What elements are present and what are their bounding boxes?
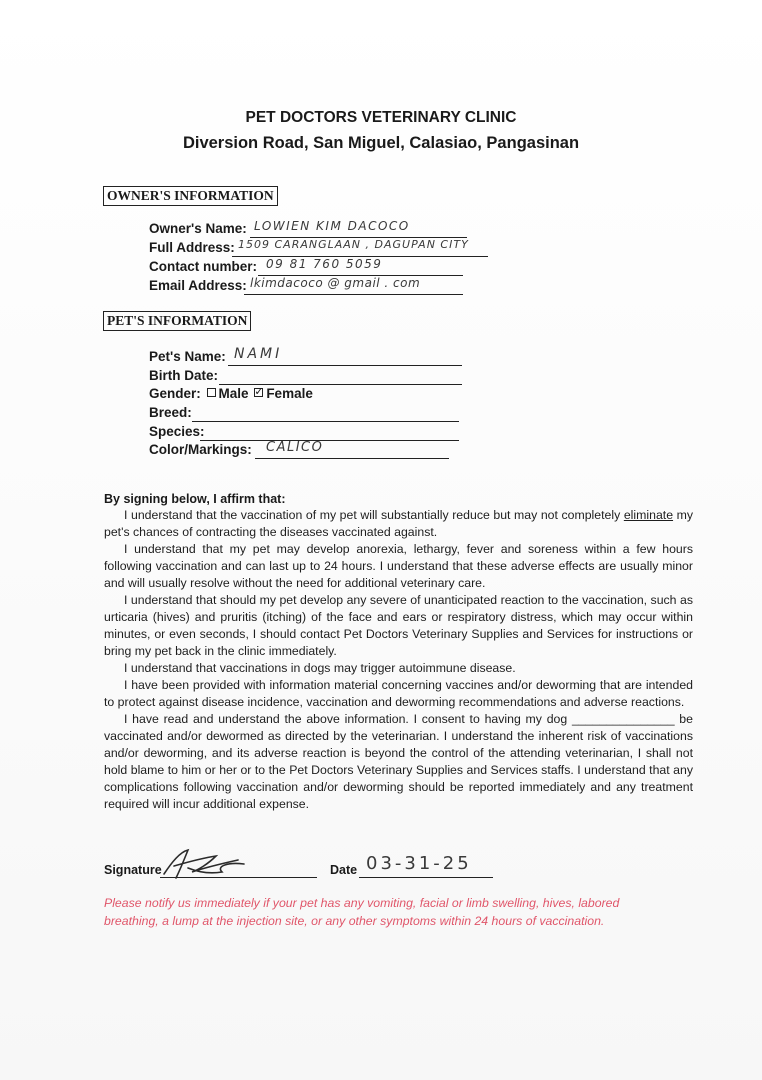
signature-scribble	[158, 842, 250, 884]
affirmation-paragraph-1	[104, 507, 693, 541]
gender-label: Gender:	[149, 386, 201, 401]
contact-number-label: Contact number:	[149, 259, 257, 274]
pet-name-label: Pet's Name:	[149, 349, 226, 364]
date-line	[359, 877, 493, 878]
full-address-value[interactable]: 1509 CARANGLAAN , DAGUPAN CITY	[238, 238, 469, 251]
affirmation-paragraph-6	[104, 711, 693, 813]
pet-name-line	[228, 365, 462, 366]
clinic-name: PET DOCTORS VETERINARY CLINIC	[245, 109, 517, 126]
breed-line[interactable]	[192, 421, 459, 422]
p1-text: I understand that the vaccination of my pet will substantially reduce but may not completely	[124, 508, 624, 522]
female-option-label: Female	[266, 386, 313, 401]
checkmark-icon: ✓	[254, 386, 264, 398]
birth-date-label: Birth Date:	[149, 368, 219, 383]
male-option-label: Male	[218, 386, 249, 401]
full-address-label: Full Address:	[149, 240, 235, 255]
p1-text-end: my pet's chances of contracting the diseases vaccinated against.	[104, 508, 694, 539]
affirmation-paragraph-4: I understand that vaccinations in dogs may trigger autoimmune disease.	[124, 661, 516, 675]
female-checkbox[interactable]	[254, 388, 263, 397]
breed-label: Breed:	[149, 405, 192, 420]
owner-name-value[interactable]: LOWIEN KIM DACOCO	[254, 219, 410, 233]
post-vaccination-warning: Please notify us immediately if your pet has any vomiting, facial or limb swelling, hives, labored breathing, a lump at the injection site, or any other symptoms within 24 hours of vaccination.	[104, 896, 620, 928]
affirmation-paragraph-5: I have been provided with information material concerning vaccines and/or deworming that are intended to protect against disease incidence, vaccination and deworming recommendations and adverse reactions.	[104, 678, 693, 709]
owner-name-label: Owner's Name:	[149, 221, 247, 236]
email-address-label: Email Address:	[149, 278, 247, 293]
color-markings-line	[255, 458, 449, 459]
email-address-value[interactable]: lkimdacoco @ gmail . com	[250, 276, 421, 290]
p1-underlined: eliminate	[623, 508, 674, 522]
pet-name-value[interactable]: NAMI	[234, 346, 283, 362]
signature-label: Signature	[104, 863, 162, 877]
affirmation-paragraph-2: I understand that my pet may develop anorexia, lethargy, fever and soreness within a few hours following vaccination and can last up to 24 hours. I understand that these adverse effects are usually minor and will usually resolve without the need for additional veterinary care.	[104, 542, 693, 590]
affirmation-heading: By signing below, I affirm that:	[104, 492, 286, 506]
male-checkbox[interactable]	[207, 388, 216, 397]
affirmation-body	[104, 507, 693, 813]
p6-text: I have read and understand the above information. I consent to having my dog	[124, 712, 572, 726]
p6-text-end: be vaccinated and/or dewormed as directed by the veterinarian. I understand the inherent risk of vaccinations and/or deworming, and its adverse reaction is beyond the control of the attending veterinarian, I shall not hold blame to him or her or to the Pet Doctors Veterinary Supplies and Services staffs. I understand that any complications following vaccination and/or deworming should be reported immediately and any treatment required will incur additional expense.	[104, 712, 693, 811]
date-value[interactable]: 03-31-25	[366, 853, 472, 874]
pet-section-heading: PET'S INFORMATION	[103, 311, 251, 331]
owner-section-heading: OWNER'S INFORMATION	[103, 186, 278, 206]
clinic-address: Diversion Road, San Miguel, Calasiao, Pangasinan	[182, 134, 580, 152]
color-markings-value[interactable]: CALICO	[266, 440, 324, 455]
contact-number-value[interactable]: 09 81 760 5059	[266, 257, 383, 271]
affirmation-paragraph-3: I understand that should my pet develop any severe of unanticipated reaction to the vaccination, such as urticaria (hives) and pruritis (itching) of the face and ears or respiratory distress, which may occur within minutes, or even seconds, I should contact Pet Doctors Veterinary Supplies and Services for instructions or bring my pet back in the clinic immediately.	[104, 593, 693, 658]
species-label: Species:	[149, 424, 205, 439]
dog-name-blank[interactable]: _______________	[571, 712, 675, 726]
date-label: Date	[330, 863, 358, 877]
species-line[interactable]	[200, 440, 459, 441]
email-address-line	[244, 294, 463, 295]
color-markings-label: Color/Markings:	[149, 442, 252, 457]
gender-row	[149, 386, 313, 401]
